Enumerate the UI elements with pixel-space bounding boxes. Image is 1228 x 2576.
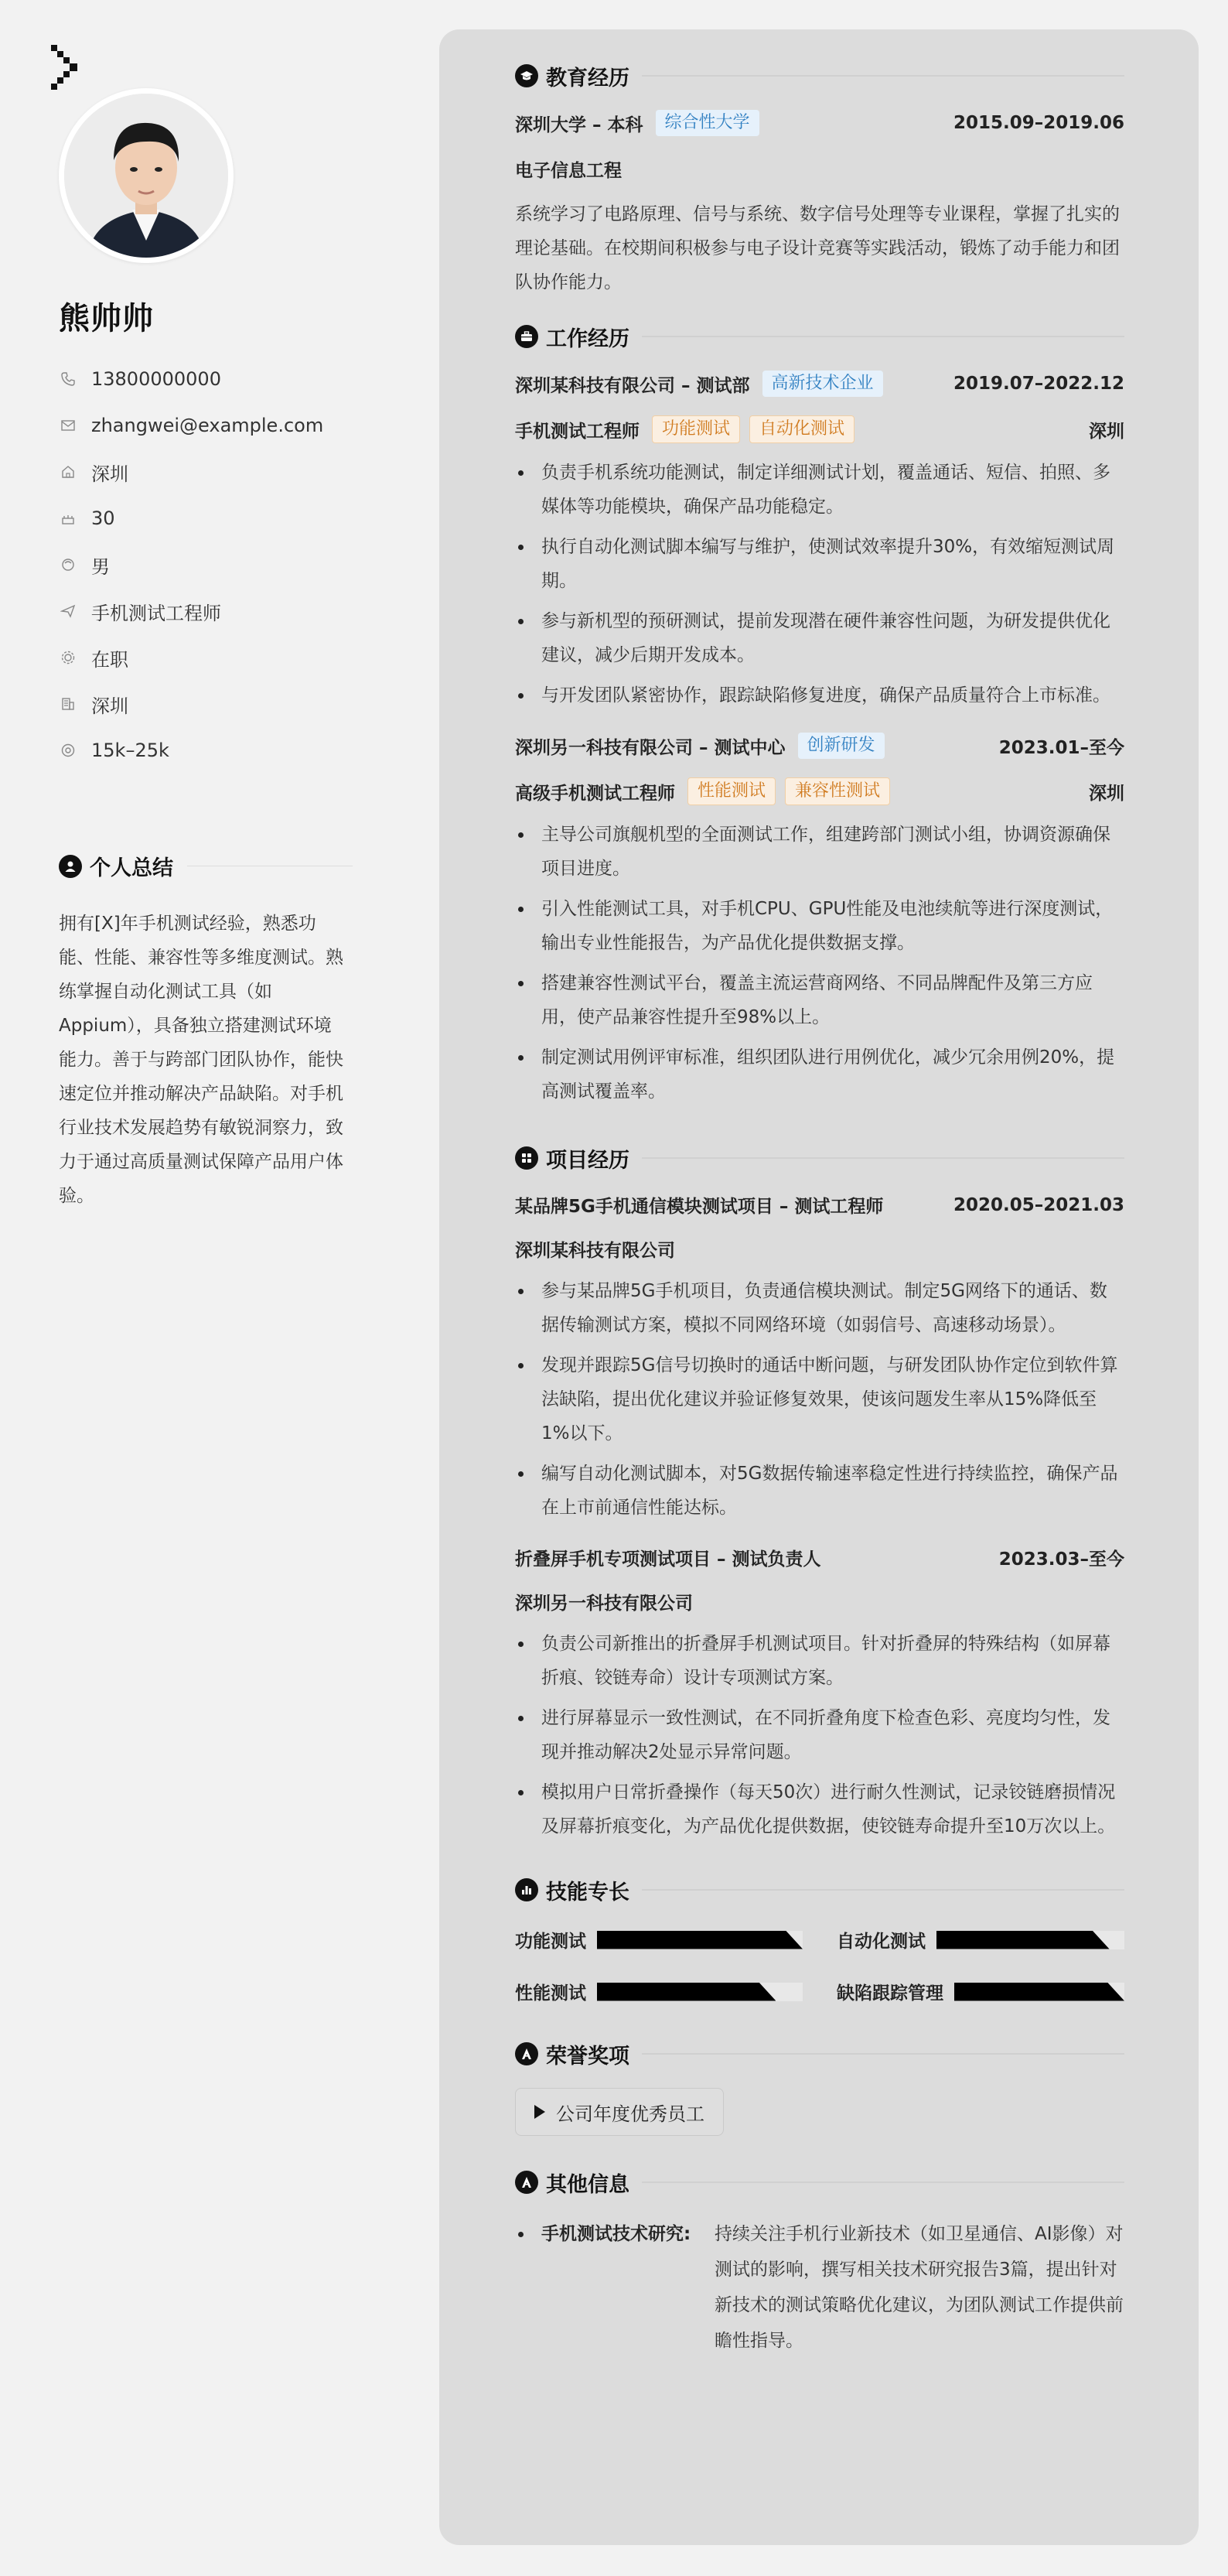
list-item: 搭建兼容性测试平台，覆盖主流运营商网络、不同品牌配件及第三方应用，使产品兼容性提升至98%以上。: [515, 966, 1124, 1034]
info-location: 深圳: [59, 449, 323, 495]
status-icon: [59, 648, 77, 667]
play-icon: [534, 2105, 545, 2119]
skill-tag: 自动化测试: [749, 415, 854, 443]
list-item: 进行屏幕显示一致性测试，在不同折叠角度下检查色彩、亮度均匀性，发现并推动解决2处显示异常问题。: [515, 1701, 1124, 1769]
avatar: [59, 88, 234, 263]
building-icon: [59, 695, 77, 713]
main-card: [439, 29, 1199, 2545]
skill-item: 性能测试: [515, 1979, 803, 2004]
profile-name: 熊帅帅: [59, 301, 154, 337]
education-date: 2015.09–2019.06: [953, 113, 1124, 133]
graduation-cap-icon: [515, 64, 538, 87]
project-company: 深圳另一科技有限公司: [515, 1594, 693, 1614]
user-icon: [59, 855, 82, 878]
summary-heading: 个人总结: [59, 851, 353, 881]
job-city: 深圳: [1089, 421, 1124, 442]
education-desc: 系统学习了电路原理、信号与系统、数字信号处理等专业课程，掌握了扎实的理论基础。在校期间积极参与电子设计竞赛等实践活动，锻炼了动手能力和团队协作能力。: [515, 204, 1120, 292]
left-column: [0, 0, 433, 2576]
skill-tag: 兼容性测试: [785, 777, 890, 805]
info-age: 30: [59, 495, 323, 542]
project-date: 2023.03–至今: [998, 1549, 1124, 1570]
work-heading: 工作经历: [515, 321, 1124, 352]
contact-info-list: [59, 356, 323, 774]
job-date: 2019.07–2022.12: [953, 374, 1124, 394]
job-date: 2023.01–至今: [998, 737, 1124, 758]
skill-item: 缺陷跟踪管理: [837, 1979, 1124, 2004]
awards-heading: 荣誉奖项: [515, 2038, 1124, 2069]
company-tag: 高新技术企业: [762, 371, 883, 397]
skill-item: 自动化测试: [837, 1927, 1124, 1952]
list-item: 引入性能测试工具，对手机CPU、GPU性能及电池续航等进行深度测试，输出专业性能报告，为产品优化提供数据支撑。: [515, 892, 1124, 960]
list-item: 主导公司旗舰机型的全面测试工作，组建跨部门测试小组，协调资源确保项目进度。: [515, 818, 1124, 886]
home-icon: [59, 463, 77, 481]
job-role: 手机测试工程师: [515, 421, 640, 442]
info-email: zhangwei@example.com: [59, 402, 323, 449]
project-company: 深圳某科技有限公司: [515, 1241, 675, 1261]
award-item: 公司年度优秀员工: [515, 2088, 724, 2136]
education-heading: 教育经历: [515, 60, 1124, 91]
other-item: [515, 2216, 1124, 2359]
skill-bar: [954, 1983, 1124, 2001]
other-label: 手机测试技术研究:: [515, 2216, 715, 2359]
company-name: 深圳另一科技有限公司 – 测试中心: [515, 737, 786, 758]
list-item: 与开发团队紧密协作，跟踪缺陷修复进度，确保产品质量符合上市标准。: [515, 678, 1124, 712]
education-major: 电子信息工程: [515, 161, 622, 181]
project-entry: [515, 1192, 1124, 1525]
list-item: 编写自动化测试脚本，对5G数据传输速率稳定性进行持续监控，确保产品在上市前通信性能达标。: [515, 1457, 1124, 1525]
info-gender: 男: [59, 542, 323, 588]
project-name: 折叠屏手机专项测试项目 – 测试负责人: [515, 1549, 821, 1570]
logo-icon: [51, 45, 79, 90]
info-status: 在职: [59, 634, 323, 681]
info-salary: 15k–25k: [59, 727, 323, 774]
salary-icon: [59, 741, 77, 760]
skills-heading: 技能专长: [515, 1874, 1124, 1905]
list-item: 参与新机型的预研测试，提前发现潜在硬件兼容性问题，为研发提供优化建议，减少后期开发成本。: [515, 604, 1124, 672]
list-item: 执行自动化测试脚本编写与维护，使测试效率提升30%，有效缩短测试周期。: [515, 530, 1124, 598]
skills-grid: [515, 1927, 1124, 2004]
gender-icon: [59, 555, 77, 574]
list-item: 负责公司新推出的折叠屏手机测试项目。针对折叠屏的特殊结构（如屏幕折痕、铰链寿命）设计专项测试方案。: [515, 1627, 1124, 1695]
job-bullets: [515, 456, 1124, 712]
job-icon: [59, 602, 77, 620]
job-entry: [515, 371, 1124, 712]
project-bullets: [515, 1274, 1124, 1525]
skill-bar: [597, 1931, 803, 1949]
list-item: 负责手机系统功能测试，制定详细测试计划，覆盖通话、短信、拍照、多媒体等功能模块，确保产品功能稳定。: [515, 456, 1124, 524]
job-role: 高级手机测试工程师: [515, 783, 675, 804]
list-item: 参与某品牌5G手机项目，负责通信模块测试。制定5G网络下的通话、数据传输测试方案，模拟不同网络环境（如弱信号、高速移动场景）。: [515, 1274, 1124, 1342]
other-text: 持续关注手机行业新技术（如卫星通信、AI影像）对测试的影响，撰写相关技术研究报告3篇，提出针对新技术的测试策略优化建议，为团队测试工作提供前瞻性指导。: [715, 2224, 1124, 2351]
bar-chart-icon: [515, 1878, 538, 1901]
list-item: 制定测试用例评审标准，组织团队进行用例优化，减少冗余用例20%，提高测试覆盖率。: [515, 1040, 1124, 1109]
award-icon: [515, 2042, 538, 2065]
project-date: 2020.05–2021.03: [953, 1194, 1124, 1215]
job-entry: [515, 733, 1124, 1109]
age-icon: [59, 509, 77, 528]
job-city: 深圳: [1089, 783, 1124, 804]
company-tag: 创新研发: [798, 733, 885, 759]
skill-bar: [597, 1983, 803, 2001]
project-entry: [515, 1545, 1124, 1843]
skill-item: 功能测试: [515, 1927, 803, 1952]
other-heading: 其他信息: [515, 2167, 1124, 2198]
education-row: [515, 110, 1124, 136]
project-bullets: [515, 1627, 1124, 1843]
job-bullets: [515, 818, 1124, 1109]
info-phone: 13800000000: [59, 356, 323, 402]
skill-tag: 性能测试: [687, 777, 776, 805]
school-name: 深圳大学 – 本科: [515, 114, 643, 135]
summary-text: 拥有[X]年手机测试经验，熟悉功能、性能、兼容性等多维度测试。熟练掌握自动化测试工具（如Appium），具备独立搭建测试环境能力。善于与跨部门团队协作，能快速定位并推动解决产品缺陷。对手机行业技术发展趋势有敏锐洞察力，致力于通过高质量测试保障产品用户体验。: [59, 914, 343, 1206]
phone-icon: [59, 370, 77, 388]
company-name: 深圳某科技有限公司 – 测试部: [515, 375, 750, 396]
skill-bar: [936, 1931, 1124, 1949]
projects-heading: 项目经历: [515, 1143, 1124, 1174]
list-item: 模拟用户日常折叠操作（每天50次）进行耐久性测试，记录铰链磨损情况及屏幕折痕变化，为产品优化提供数据，使铰链寿命提升至10万次以上。: [515, 1775, 1124, 1843]
info-icon: [515, 2171, 538, 2194]
school-tag: 综合性大学: [656, 110, 759, 136]
briefcase-icon: [515, 325, 538, 348]
info-job: 手机测试工程师: [59, 588, 323, 634]
grid-icon: [515, 1146, 538, 1170]
info-city: 深圳: [59, 681, 323, 727]
avatar-portrait-icon: [64, 94, 228, 258]
mail-icon: [59, 416, 77, 435]
list-item: 发现并跟踪5G信号切换时的通话中断问题，与研发团队协作定位到软件算法缺陷，提出优化建议并验证修复效果，使该问题发生率从15%降低至1%以下。: [515, 1348, 1124, 1450]
skill-tag: 功能测试: [652, 415, 740, 443]
project-name: 某品牌5G手机通信模块测试项目 – 测试工程师: [515, 1197, 884, 1217]
